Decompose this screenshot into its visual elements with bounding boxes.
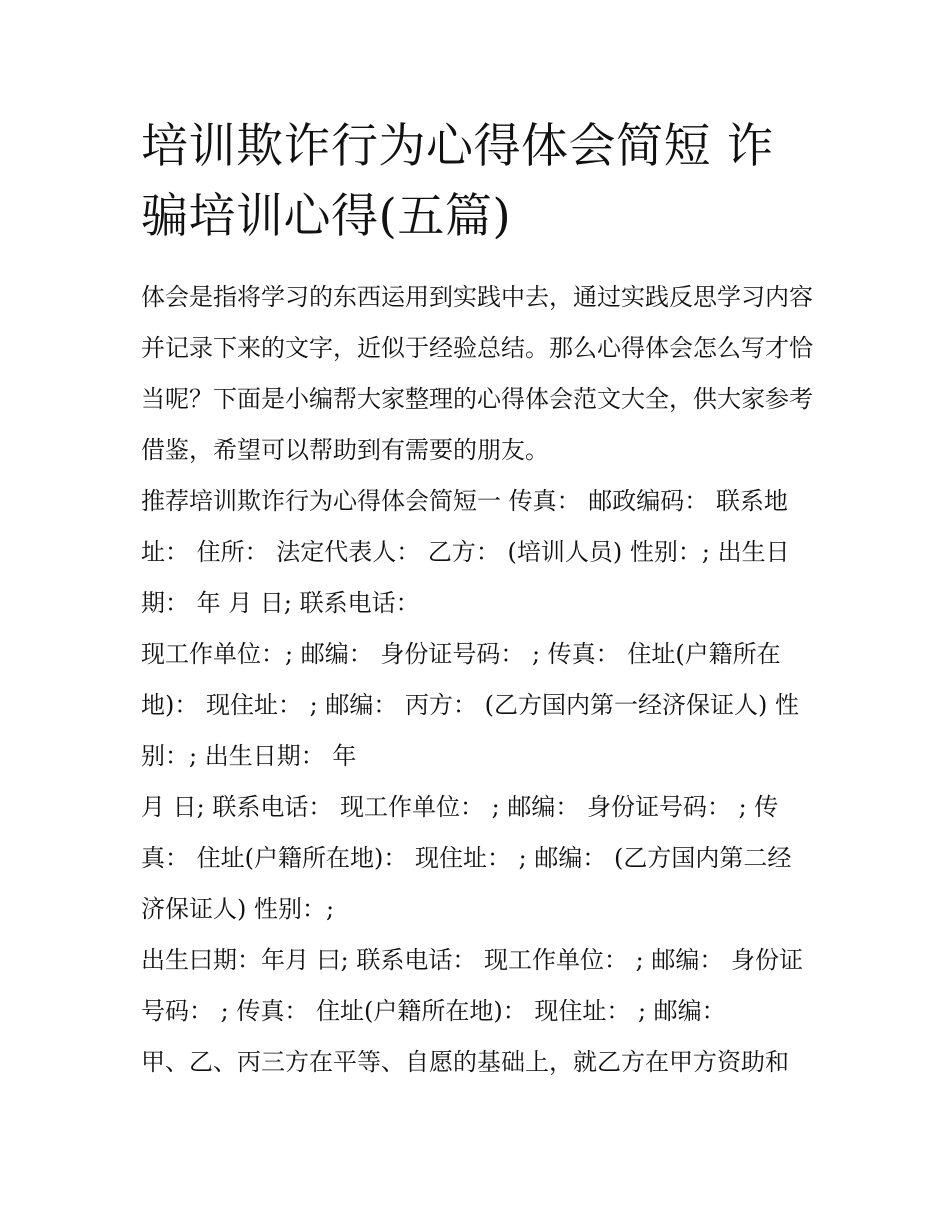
paragraph-party-a-info: 推荐培训欺诈行为心得体会简短一 传真： 邮政编码： 联系地址： 住所： 法定代表人： 乙方： (培训人员) 性别：; 出生日期： 年 月 日; 联系电话：: [141, 487, 790, 617]
document-content: [141, 112, 813, 1088]
paragraph-intro: 体会是指将学习的东西运用到实践中去，通过实践反思学习内容并记录下来的文字，近似于经验总结。那么心得体会怎么写才恰当呢？下面是小编帮大家整理的心得体会范文大全，供大家参考借鉴，希望可以帮助到有需要的朋友。: [141, 283, 813, 464]
paragraph-agreement-start: 甲、乙、丙三方在平等、自愿的基础上，就乙方在甲方资助和: [141, 1048, 789, 1076]
paragraph-party-b-info: 现工作单位：; 邮编： 身份证号码： ; 传真： 住址(户籍所在地)： 现住址： ; 邮编： 丙方： (乙方国内第一经济保证人) 性别：; 出生日期： 年: [141, 640, 799, 770]
paragraph-guarantor-one: 月 日; 联系电话： 现工作单位： ; 邮编： 身份证号码： ; 传真： 住址(户籍所在地)： 现住址： ; 邮编： (乙方国内第二经济保证人) 性别：;: [141, 793, 792, 923]
document-title: 培训欺诈行为心得体会简短 诈骗培训心得(五篇): [141, 119, 774, 244]
paragraph-guarantor-two: 出生曰期：年月 曰; 联系电话： 现工作单位： ; 邮编： 身份证号码： ; 传真： 住址(户籍所在地)： 现住址： ; 邮编：: [141, 946, 803, 1025]
document-body: [141, 272, 813, 1088]
